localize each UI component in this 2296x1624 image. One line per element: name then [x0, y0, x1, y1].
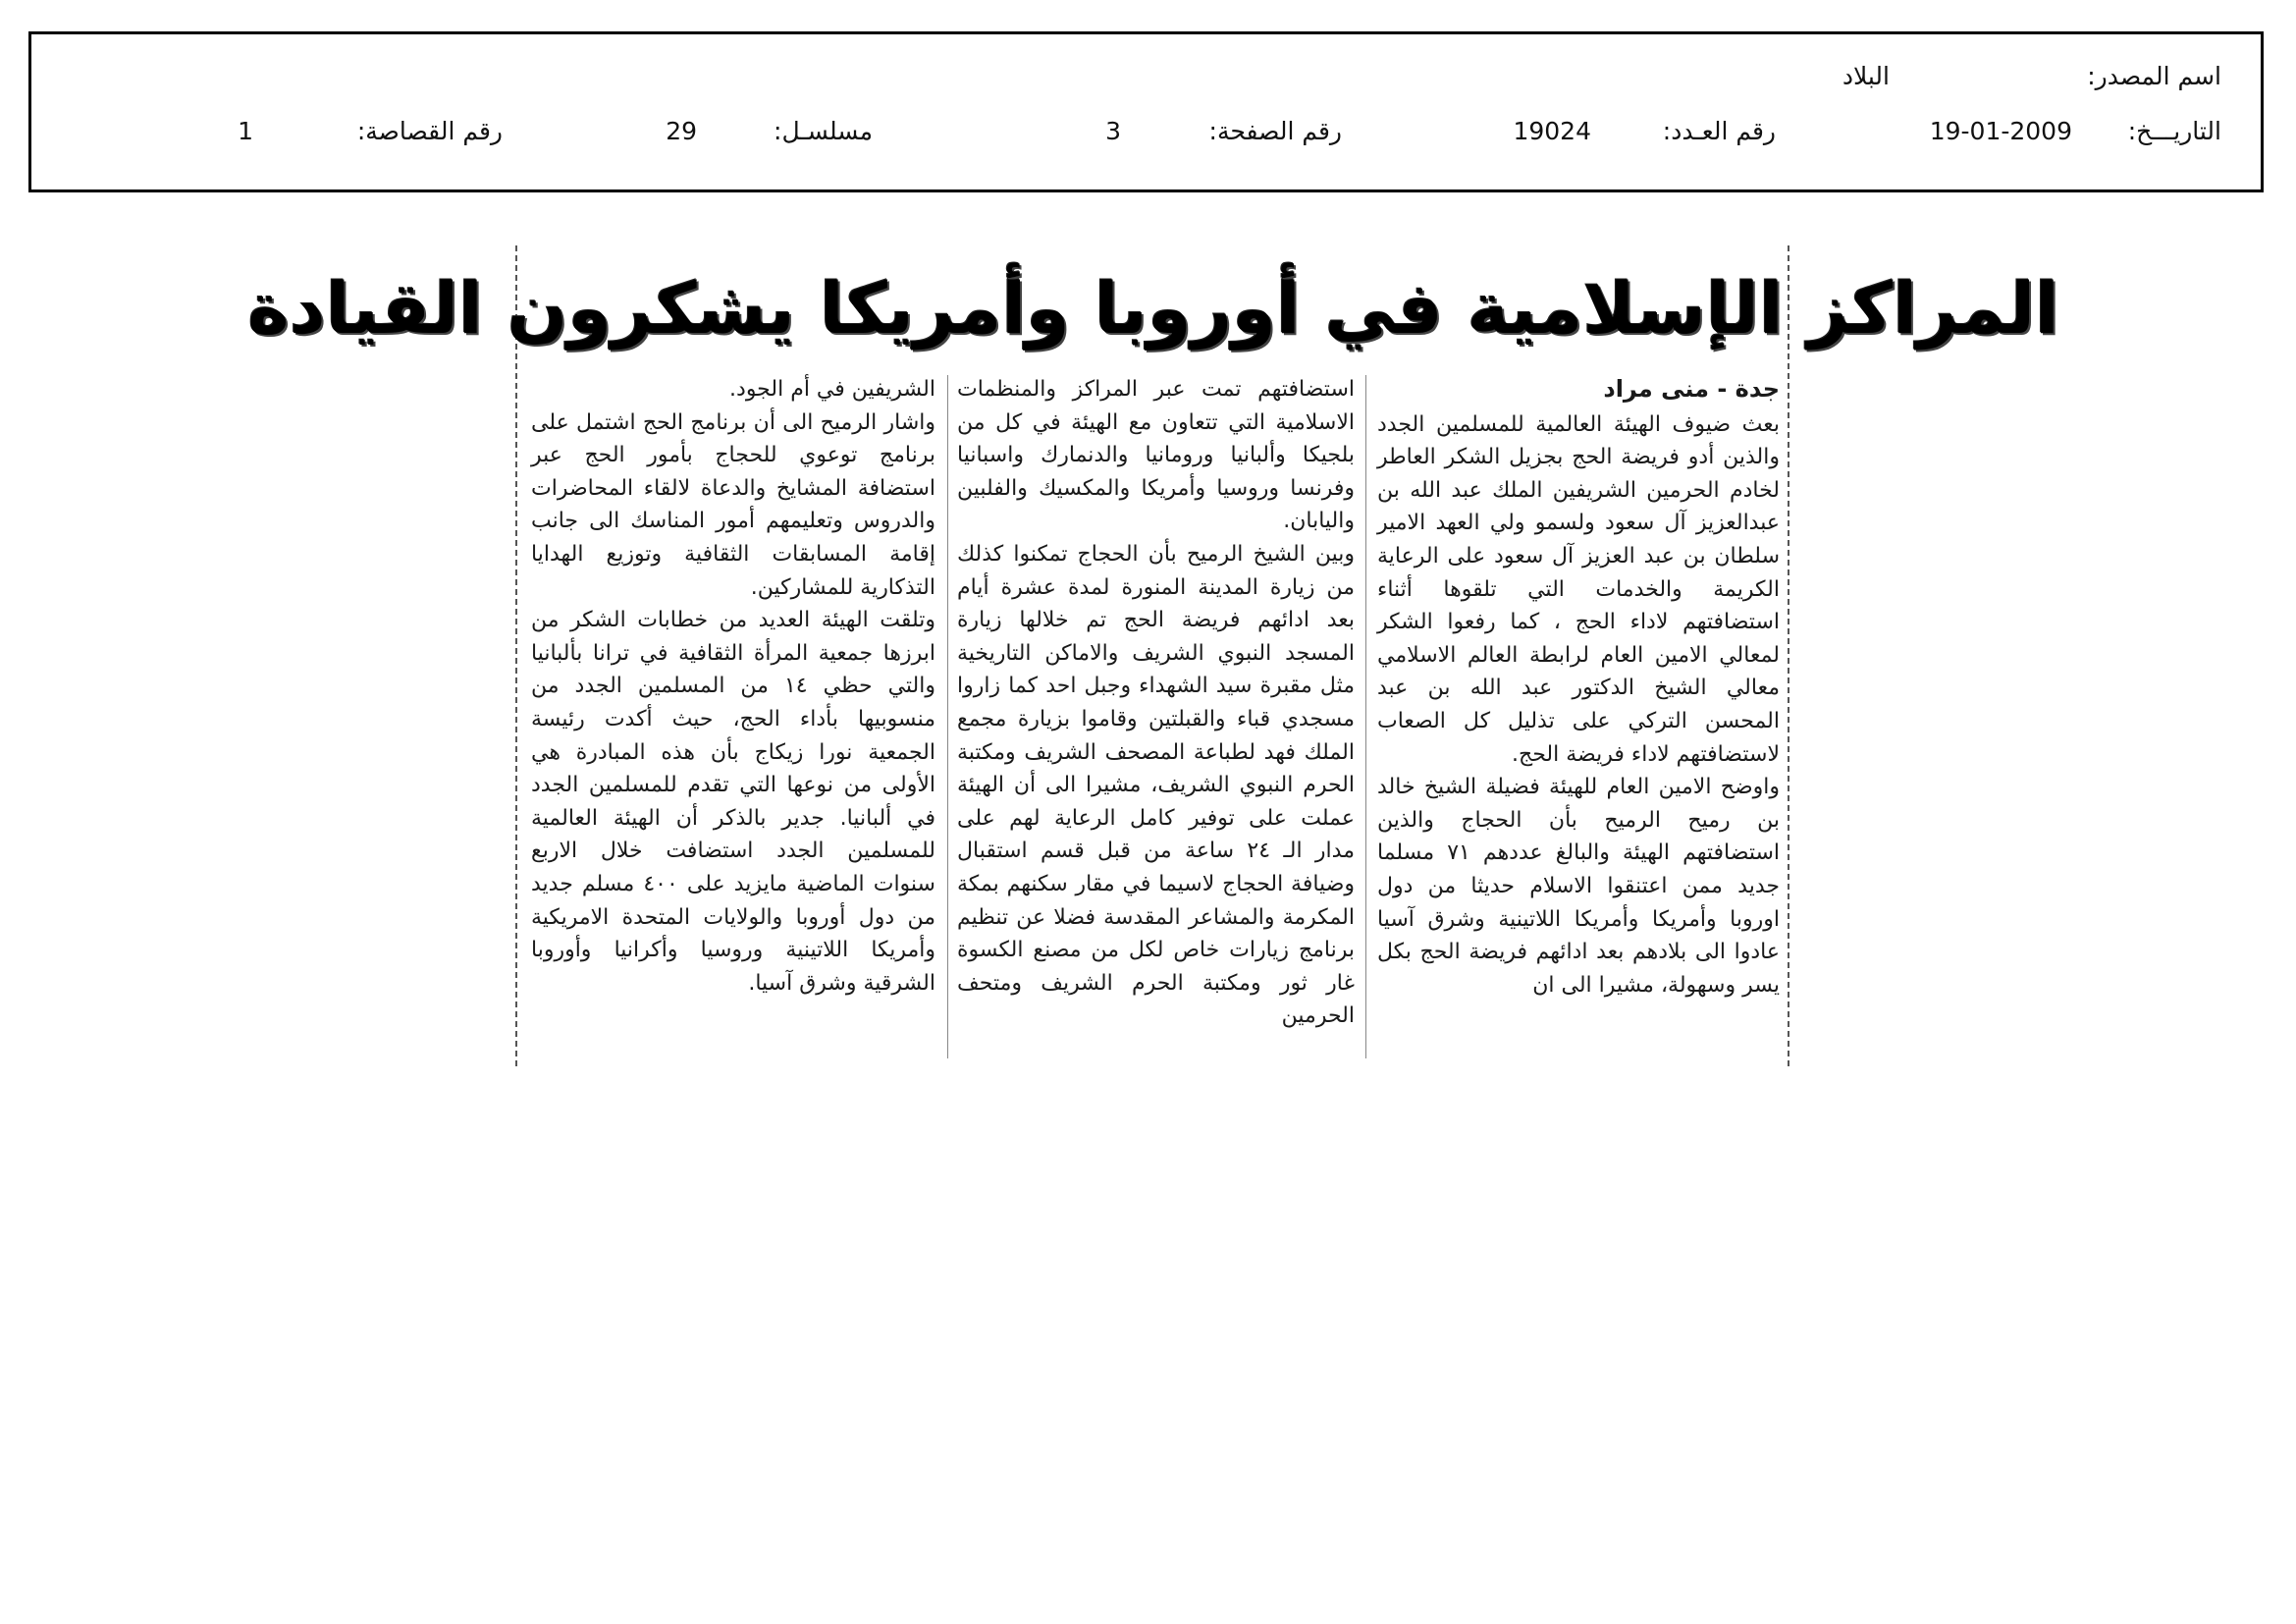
clip-number-value: 1 [238, 117, 253, 145]
article-column-2 [957, 373, 1355, 1060]
source-value: البلاد [1842, 62, 1890, 90]
paragraph: وبين الشيخ الرميح بأن الحجاج تمكنوا كذلك من زيارة المدينة المنورة لمدة عشرة أيام بعد ادائهم فريضة الحج تم خلالها زيارة المسجد النبوي الشريف والاماكن التاريخية مثل مقبرة سيد الشهداء وجبل احد كما زاروا مسجدي قباء والقبلتين وقاموا بزيارة مجمع الملك فهد لطباعة المصحف الشريف ومكتبة الحرم النبوي الشريف، مشيرا الى أن الهيئة عملت على توفير كامل الرعاية لهم على مدار الـ ٢٤ ساعة من قبل قسم استقبال وضيافة الحجاج لاسيما في مقار سكنهم بمكة المكرمة والمشاعر المقدسة فضلا عن تنظيم برنامج زيارات خاص لكل من مصنع الكسوة غار ثور ومكتبة الحرم الشريف ومتحف الحرمين [957, 541, 1356, 1029]
column-divider [1365, 375, 1366, 1058]
paragraph: وتلقت الهيئة العديد من خطابات الشكر من ابرزها جمعية المرأة الثقافية في ترانا بألبانيا والتي حظي ١٤ من المسلمين الجدد من منسوبيها بأداء الحج، حيث أكدت رئيسة الجمعية نورا زيكاج بأن هذه المبادرة هي الأولى من نوعها التي تقدم للمسلمين الجدد في ألبانيا. جدير بالذكر أن الهيئة العالمية للمسلمين الجدد استضافت خلال الاربع سنوات الماضية مايزيد على ٤٠٠ مسلم جديد من دول أوروبا والولايات المتحدة الامريكية وأمريكا اللاتينية وروسيا وأكرانيا وأوروبا الشرقية وشرق آسيا. [531, 608, 935, 996]
source-label: اسم المصدر: [2087, 62, 2221, 90]
article-byline: جدة - منى مراد [1603, 375, 1780, 403]
issue-value: 19024 [1513, 117, 1591, 145]
date-value: 19-01-2009 [1929, 117, 2072, 145]
article-headline: المراكز الإسلامية في أوروبا وأمريكا يشكرون القيادة [247, 267, 2059, 350]
paragraph: استضافتهم تمت عبر المراكز والمنظمات الاسلامية التي تتعاون مع الهيئة في كل من بلجيكا وألبانيا ورومانيا والدنمارك واسبانيا وفرنسا وروسيا وأمريكا والمكسيك والفلبين واليابان. [957, 377, 1355, 534]
clip-number-label: رقم القصاصة: [356, 117, 503, 145]
newspaper-clipping [247, 245, 2059, 1066]
clipping-info-header [28, 31, 2264, 192]
paragraph: واوضح الامين العام للهيئة فضيلة الشيخ خالد بن رميح الرميح بأن الحجاج والذين استضافتهم الهيئة والبالغ عددهم ٧١ مسلما جديد ممن اعتنقوا الاسلام حديثا من دول اوروبا وأمريكا وأمريكا اللاتينية وشرق آسيا عادوا الى بلادهم بعد ادائهم فريضة الحج بكل يسر وسهولة، مشيرا الى ان [1377, 775, 1781, 998]
date-label: التاريـــخ: [2127, 117, 2221, 145]
paragraph: الشريفين في أم الجود. [729, 377, 935, 402]
article-column-3 [531, 373, 935, 1060]
page-value: 3 [1105, 117, 1121, 145]
clipping-right-edge [1788, 245, 1789, 1066]
clipping-left-edge [515, 245, 517, 1066]
serial-label: مسلسـل: [774, 117, 873, 145]
paragraph: بعث ضيوف الهيئة العالمية للمسلمين الجدد والذين أدو فريضة الحج بجزيل الشكر العاطر لخادم الحرمين الشريفين الملك عبد الله بن عبدالعزيز آل سعود ولسمو ولي العهد الامير سلطان بن عبد العزيز آل سعود على الرعاية الكريمة والخدمات التي تلقوها أثناء استضافتهم لاداء الحج ، كما رفعوا الشكر لمعالي الامين العام لرابطة العالم الاسلامي معالي الشيخ الدكتور عبد الله بن عبد المحسن التركي على تذليل كل الصعاب لاستضافتهم لاداء فريضة الحج. [1377, 411, 1780, 767]
column-divider [947, 375, 948, 1058]
serial-value: 29 [666, 117, 697, 145]
paragraph: واشار الرميح الى أن برنامج الحج اشتمل على برنامج توعوي للحجاج بأمور الحج عبر استضافة المشايخ والدعاة لالقاء المحاضرات والدروس وتعليمهم أمور المناسك الى جانب إقامة المسابقات الثقافية وتوزيع الهدايا التذكارية للمشاركين. [531, 409, 935, 600]
article-column-1 [1377, 373, 1780, 1060]
page-label: رقم الصفحة: [1208, 117, 1342, 145]
issue-label: رقم العـدد: [1662, 117, 1776, 145]
